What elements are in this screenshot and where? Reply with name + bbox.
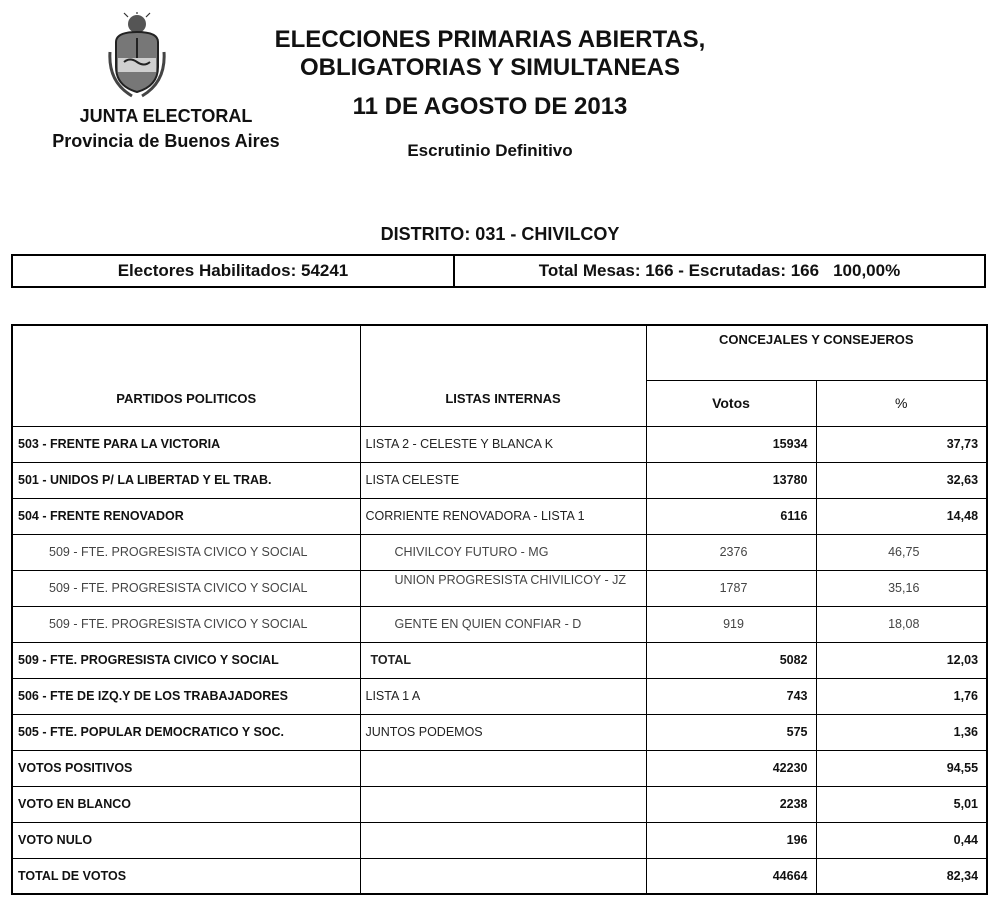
lista-cell: UNION PROGRESISTA CHIVILICOY - JZ [360, 570, 646, 606]
pct-cell: 18,08 [816, 606, 987, 642]
results-table [11, 324, 988, 895]
header-concejales: CONCEJALES Y CONSEJEROS [646, 325, 987, 380]
junta-province: Provincia de Buenos Aires [52, 131, 280, 151]
header-partidos: PARTIDOS POLITICOS [12, 325, 360, 426]
mesas-percent: 100,00% [833, 261, 901, 280]
electores-habilitados [13, 256, 455, 286]
table-row-summary [12, 750, 987, 786]
votos-cell: 13780 [646, 462, 816, 498]
table-row [12, 462, 987, 498]
mesas-summary [455, 256, 984, 286]
pct-cell: 94,55 [816, 750, 987, 786]
pct-cell: 82,34 [816, 858, 987, 894]
lista-cell: CHIVILCOY FUTURO - MG [360, 534, 646, 570]
lista-cell: LISTA 1 A [360, 678, 646, 714]
title-line-2: OBLIGATORIAS Y SIMULTANEAS [299, 54, 681, 81]
lista-cell: JUNTOS PODEMOS [360, 714, 646, 750]
table-row-sublist [12, 606, 987, 642]
votos-cell: 2376 [646, 534, 816, 570]
table-row-summary [12, 858, 987, 894]
junta-title: JUNTA ELECTORAL [79, 106, 253, 126]
pct-cell: 32,63 [816, 462, 987, 498]
table-row [12, 714, 987, 750]
party-cell: 509 - FTE. PROGRESISTA CIVICO Y SOCIAL [12, 642, 360, 678]
lista-cell: TOTAL [360, 642, 646, 678]
votos-cell: 919 [646, 606, 816, 642]
votos-cell: 44664 [646, 858, 816, 894]
header-votos: Votos [646, 380, 816, 426]
party-cell: 501 - UNIDOS P/ LA LIBERTAD Y EL TRAB. [12, 462, 360, 498]
lista-cell [360, 858, 646, 894]
lista-cell [360, 786, 646, 822]
party-cell: 509 - FTE. PROGRESISTA CIVICO Y SOCIAL [12, 534, 360, 570]
pct-cell: 0,44 [816, 822, 987, 858]
pct-cell: 46,75 [816, 534, 987, 570]
votos-cell: 5082 [646, 642, 816, 678]
header-pct: % [816, 380, 987, 426]
table-row-summary [12, 822, 987, 858]
party-cell: 506 - FTE DE IZQ.Y DE LOS TRABAJADORES [12, 678, 360, 714]
lista-cell: CORRIENTE RENOVADORA - LISTA 1 [360, 498, 646, 534]
party-cell: VOTO EN BLANCO [12, 786, 360, 822]
lista-cell [360, 750, 646, 786]
party-cell: 505 - FTE. POPULAR DEMOCRATICO Y SOC. [12, 714, 360, 750]
votos-cell: 2238 [646, 786, 816, 822]
party-cell: TOTAL DE VOTOS [12, 858, 360, 894]
escrutinio-subtitle: Escrutinio Definitivo [407, 141, 573, 160]
table-row-party-total [12, 642, 987, 678]
party-cell: VOTOS POSITIVOS [12, 750, 360, 786]
election-date: 11 DE AGOSTO DE 2013 [352, 93, 628, 120]
votos-cell: 575 [646, 714, 816, 750]
lista-cell: GENTE EN QUIEN CONFIAR - D [360, 606, 646, 642]
party-cell: 503 - FRENTE PARA LA VICTORIA [12, 426, 360, 462]
table-row [12, 426, 987, 462]
pct-cell: 14,48 [816, 498, 987, 534]
votos-cell: 15934 [646, 426, 816, 462]
summary-box [11, 254, 986, 288]
pct-cell: 1,76 [816, 678, 987, 714]
votos-cell: 743 [646, 678, 816, 714]
pct-cell: 35,16 [816, 570, 987, 606]
votos-cell: 42230 [646, 750, 816, 786]
votos-cell: 196 [646, 822, 816, 858]
table-row-sublist [12, 534, 987, 570]
coat-of-arms-icon [108, 12, 166, 98]
table-row [12, 678, 987, 714]
pct-cell: 12,03 [816, 642, 987, 678]
pct-cell: 1,36 [816, 714, 987, 750]
party-cell: VOTO NULO [12, 822, 360, 858]
party-cell: 509 - FTE. PROGRESISTA CIVICO Y SOCIAL [12, 570, 360, 606]
table-row-summary [12, 786, 987, 822]
lista-cell: LISTA 2 - CELESTE Y BLANCA K [360, 426, 646, 462]
distrito-heading: DISTRITO: 031 - CHIVILCOY [380, 224, 620, 244]
pct-cell: 37,73 [816, 426, 987, 462]
votos-cell: 6116 [646, 498, 816, 534]
votos-cell: 1787 [646, 570, 816, 606]
pct-cell: 5,01 [816, 786, 987, 822]
header-listas: LISTAS INTERNAS [360, 325, 646, 426]
lista-cell: LISTA CELESTE [360, 462, 646, 498]
title-line-1: ELECCIONES PRIMARIAS ABIERTAS, [274, 26, 706, 53]
table-row-sublist [12, 570, 987, 606]
party-cell: 509 - FTE. PROGRESISTA CIVICO Y SOCIAL [12, 606, 360, 642]
table-row [12, 498, 987, 534]
party-cell: 504 - FRENTE RENOVADOR [12, 498, 360, 534]
mesas-text: Total Mesas: 166 - Escrutadas: 166 [538, 261, 820, 280]
electores-text: Electores Habilitados: 54241 [117, 261, 349, 280]
lista-cell [360, 822, 646, 858]
junta-electoral-block [36, 104, 296, 154]
page-title [240, 26, 740, 82]
